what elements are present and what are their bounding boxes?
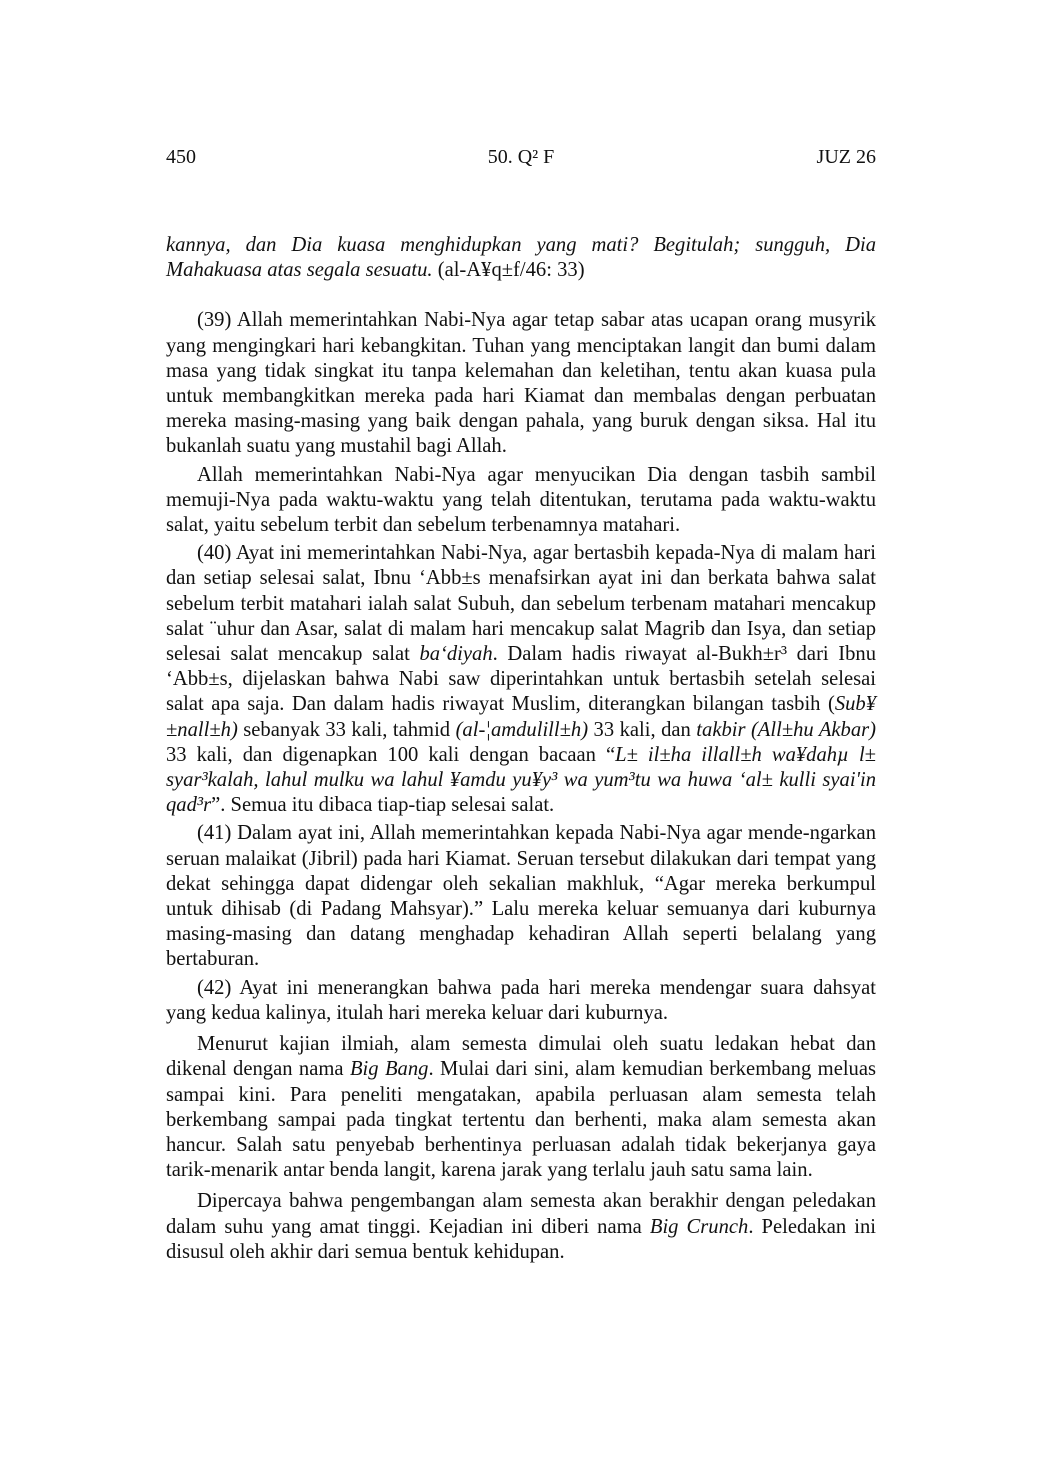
paragraph-39: (39) Allah memerintahkan Nabi-Nya agar tetap sabar atas ucapan orang musyrik yang mengingkari hari kebangkitan. Tuhan yang menciptakan langit dan bumi dalam masa yang tidak singkat itu tanpa kelemahan dan keletihan, tentu akan kuasa pula untuk membangkitkan mereka pada hari Kiamat dan membalas dengan perbuatan mereka masing-masing yang baik dengan pahala, yang buruk dengan siksa. Hal itu bukanlah suatu yang mustahil bagi Allah. — [166, 309, 876, 458]
quote-citation: (al-A¥q±f/46: 33) — [432, 259, 585, 282]
paragraph-big-crunch: Dipercaya bahwa pengembangan alam semesta akan berakhir dengan peledakan dalam suhu yang amat tinggi. Kejadian ini diberi nama Big Crunch. Peledakan ini disusul oleh akhir dari semua bentuk kehidupan. — [166, 1190, 876, 1263]
page-number: 450 — [166, 146, 196, 168]
quote-italic: kannya, dan Dia kuasa menghidupkan yang mati? Begitulah; sungguh, Dia Mahakuasa atas segala sesuatu. — [166, 234, 876, 282]
paragraph-tasbih: Allah memerintahkan Nabi-Nya agar menyucikan Dia dengan tasbih sambil memuji-Nya pada waktu-waktu yang telah ditentukan, terutama pada waktu-waktu salat, yaitu sebelum terbit dan sebelum terbenamnya matahari. — [166, 463, 876, 537]
verse-quote-continuation — [166, 233, 876, 283]
paragraph-41: (41) Dalam ayat ini, Allah memerintahkan kepada Nabi-Nya agar mende-ngarkan seruan malaikat (Jibril) pada hari Kiamat. Seruan tersebut dilakukan dari tempat yang dekat sehingga dapat didengar oleh sekalian makhluk, “Agar mereka berkumpul untuk dihisab (di Padang Mahsyar).” Lalu mereka keluar semuanya dari kuburnya masing-masing dan datang menghadap kehadiran Allah seperti belalang yang bertaburan. — [166, 822, 876, 971]
juz-label: JUZ 26 — [816, 146, 876, 168]
running-title: 50. Q² F — [487, 146, 555, 168]
page-body — [166, 233, 876, 1265]
paragraph-42: (42) Ayat ini menerangkan bahwa pada hari mereka mendengar suara dahsyat yang kedua kalinya, itulah hari mereka keluar dari kuburnya. — [166, 976, 876, 1024]
paragraph-40: (40) Ayat ini memerintahkan Nabi-Nya, agar bertasbih kepada-Nya di malam hari dan setiap selesai salat, Ibnu ‘Abb±s menafsirkan ayat ini dan berkata bahwa salat sebelum terbit matahari ialah salat Subuh, dan sebelum terbenam matahari mencakup salat ¨uhur dan Asar, salat di malam hari mencakup salat Magrib dan Isya, dan setiap selesai salat mencakup salat ba‘diyah. Dalam hadis riwayat al-Bukh±r³ dari Ibnu ‘Abb±s, dijelaskan bahwa Nabi saw diperintahkan untuk bertasbih setelah selesai salat apa saja. Dan dalam hadis riwayat Muslim, diterangkan bilangan tasbih (Sub¥±nall±h) sebanyak 33 kali, tahmid (al-¦amdulill±h) 33 kali, dan takbir (All±hu Akbar) 33 kali, dan digenapkan 100 kali dengan bacaan “L± il±ha illall±h wa¥dahµ l± syar³kalah, lahul mulku wa lahul ¥amdu yu¥y³ wa yum³tu wa huwa ‘al± kulli syai'in qad³r”. Semua itu dibaca tiap-tiap selesai salat. — [166, 542, 877, 817]
paragraph-big-bang: Menurut kajian ilmiah, alam semesta dimulai oleh suatu ledakan hebat dan dikenal dengan nama Big Bang. Mulai dari sini, alam kemudian berkembang meluas sampai kini. Para peneliti mengatakan, apabila perluasan alam semesta telah berkembang sampai pada tingkat tertentu dan berhenti, maka alam semesta akan hancur. Salah satu penyebab berhentinya perluasan adalah tidak bekerjanya gaya tarik-menarik antar benda langit, karena jarak yang terlalu jauh satu sama lain. — [166, 1033, 877, 1182]
page-header — [166, 146, 876, 174]
